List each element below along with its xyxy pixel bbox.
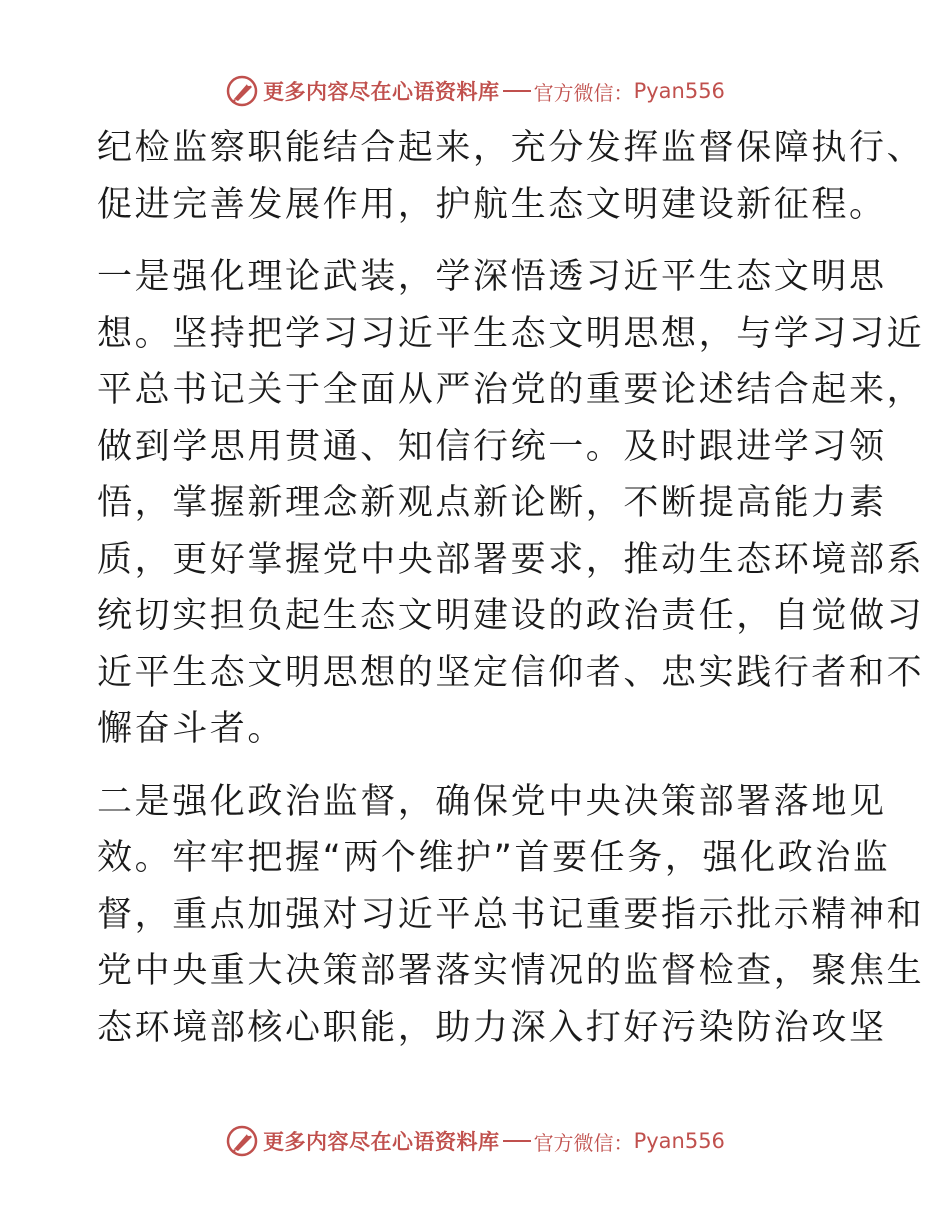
text-line: 做到学思用贯通、知信行统一。及时跟进学习领 xyxy=(97,426,887,467)
pen-logo-icon xyxy=(225,1124,259,1158)
text-line: 懈奋斗者。 xyxy=(97,709,286,749)
watermark-separator xyxy=(503,90,531,92)
text-line: 一是强化理论武装，学深悟透习近平生态文明思 xyxy=(97,257,887,297)
watermark-sub-text: 官方微信： xyxy=(533,1130,634,1155)
text-line: 督，重点加强对习近平总书记重要指示批示精神和 xyxy=(97,894,925,935)
header-watermark xyxy=(0,71,950,111)
text-line: 质，更好掌握党中央部署要求，推动生态环境部系 xyxy=(97,539,925,580)
watermark-id: Pyan556 xyxy=(633,1129,725,1153)
watermark-main-text: 更多内容尽在心语资料库 xyxy=(263,1129,500,1154)
text-line: 党中央重大决策部署落实情况的监督检查，聚焦生 xyxy=(97,951,925,991)
paragraph-1 xyxy=(97,120,925,233)
text-line: 态环境部核心职能，助力深入打好污染防治攻坚 xyxy=(97,1007,887,1048)
paragraph-2 xyxy=(97,249,925,758)
text-line: 近平生态文明思想的坚定信仰者、忠实践行者和不 xyxy=(97,652,925,693)
text-line: 平总书记关于全面从严治党的重要论述结合起来， xyxy=(97,370,925,410)
text-line: 纪检监察职能结合起来，充分发挥监督保障执行、 xyxy=(97,128,925,168)
text-line: 促进完善发展作用，护航生态文明建设新征程。 xyxy=(97,184,887,225)
document-body xyxy=(97,120,925,1056)
paragraph-3 xyxy=(97,774,925,1057)
watermark-id: Pyan556 xyxy=(633,79,725,103)
watermark-main-text: 更多内容尽在心语资料库 xyxy=(263,79,500,104)
footer-watermark xyxy=(0,1121,950,1161)
text-line: 想。坚持把学习习近平生态文明思想，与学习习近 xyxy=(97,313,925,354)
text-line: 效。牢牢把握“两个维护”首要任务，强化政治监 xyxy=(97,838,891,878)
text-line: 二是强化政治监督，确保党中央决策部署落地见 xyxy=(97,781,887,822)
text-line: 统切实担负起生态文明建设的政治责任，自觉做习 xyxy=(97,596,925,636)
watermark-sub-text: 官方微信： xyxy=(533,80,634,105)
pen-logo-icon xyxy=(225,74,259,108)
text-line: 悟，掌握新理念新观点新论断，不断提高能力素 xyxy=(97,483,887,523)
watermark-separator xyxy=(503,1140,531,1142)
